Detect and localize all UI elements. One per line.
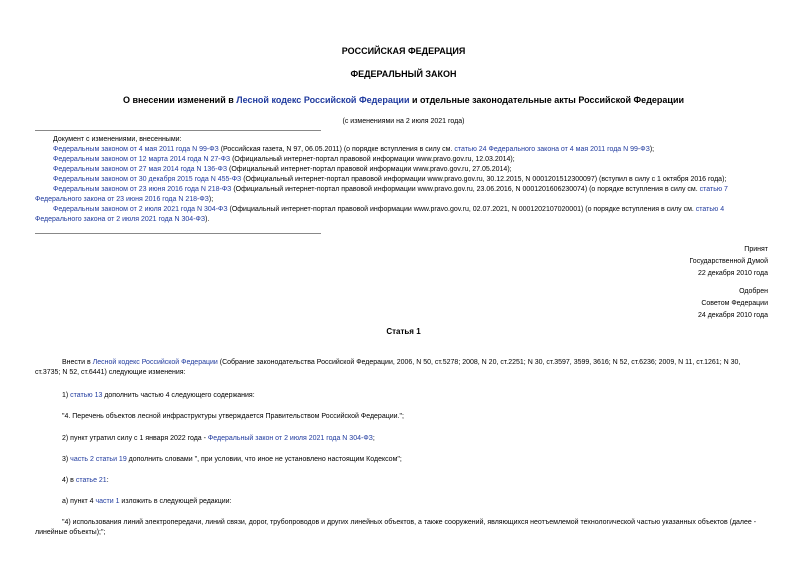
divider-top [35,130,321,131]
change-law-link[interactable]: Федерального закона от 23 июня 2016 года N 218-ФЗ [35,196,209,203]
article-point [62,434,375,444]
point-post: : [106,477,109,484]
forest-code-link[interactable]: Лесной кодекс Российской Федерации [92,359,218,366]
point-post: изложить в следующей редакции: [119,498,232,505]
article-quote-line2: линейные объекты);"; [35,529,106,536]
title-code-link[interactable]: Лесной кодекс Российской Федерации [236,95,410,105]
point-pre: 2) пункт утратил силу с 1 января 2022 года - [62,435,208,442]
title-pre: О внесении изменений в [122,95,237,105]
change-law-link[interactable]: Федерального закона от 2 июля 2021 года N 304-ФЗ [35,216,206,223]
article-title: Статья 1 [386,327,421,336]
title-post: и отдельные законодательные акты Российской Федерации [409,95,685,105]
article-quote: "4) использования линий электропередачи, линий связи, дорог, трубопроводов и других линейных объектов, а также сооружений, являющихся неотъемлемой технологической частью указанных объектов (далее - [62,519,757,526]
point-post: дополнить словами ", при условии, что иное не установлено настоящим Кодексом"; [126,456,402,463]
divider-bottom [35,233,321,234]
intro-post: (Собрание законодательства Российской Федерации, 2006, N 50, ст.5278; 2008, N 20, ст.2251; N 30, ст.3597, 3599, 3616; N 52, ст.6236; 2009, N 11, ст.1261; N 30, [217,359,741,366]
change-item [53,165,512,175]
change-item [53,155,515,165]
change-text: (Официальный интернет-портал правовой информации www.pravo.gov.ru, 02.07.2021, N 0001202107020001) (о порядке вступления в силу см. [227,206,696,213]
change-item [53,145,654,155]
change-item [53,205,724,215]
adoption-line: Принят [744,246,768,253]
revision-note: (с изменениями на 2 июля 2021 года) [342,118,465,125]
article-point [62,455,402,465]
change-law-link[interactable]: Федеральным законом от 23 июня 2016 года N 218-ФЗ [53,186,232,193]
council-approval [698,286,768,322]
change-text: (Официальный интернет-портал правовой информации www.pravo.gov.ru, 12.03.2014); [230,156,515,163]
article-subpoint [62,497,232,507]
point-pre: 4) в [62,477,76,484]
change-text: (Российская газета, N 97, 06.05.2011) (о порядке вступления в силу см. [218,146,455,153]
change-law-link[interactable]: Федеральным законом от 27 мая 2014 года N 136-ФЗ [53,166,228,173]
point-pre: 1) [62,392,71,399]
duma-adoption [689,244,768,280]
change-law-link[interactable]: Федеральным законом от 4 мая 2011 года N 99-ФЗ [53,146,219,153]
part-1-link[interactable]: части 1 [95,498,120,505]
change-law-link[interactable]: Федеральным законом от 2 июля 2021 года N 304-ФЗ [53,206,228,213]
change-item-continued [35,215,209,225]
adoption-line: Одобрен [739,288,768,295]
change-article-link[interactable]: статью 4 [695,206,725,213]
article-21-link[interactable]: статье 21 [75,477,107,484]
change-law-link[interactable]: Федеральным законом от 30 декабря 2015 года N 455-ФЗ [53,176,242,183]
change-text: (Официальный интернет-портал правовой информации www.pravo.gov.ru, 27.05.2014); [227,166,512,173]
adoption-line: 22 декабря 2010 года [697,270,768,277]
point-post: дополнить частью 4 следующего содержания: [102,392,255,399]
adoption-line: 24 декабря 2010 года [697,312,768,319]
change-article-link[interactable]: статью 7 [699,186,728,193]
country-heading: РОССИЙСКАЯ ФЕДЕРАЦИЯ [341,46,466,56]
change-item [53,185,728,195]
change-item [53,175,726,185]
doc-type-heading: ФЕДЕРАЛЬНЫЙ ЗАКОН [350,69,457,79]
intro-pre: Внести в [62,359,93,366]
changes-intro: Документ с изменениями, внесенными: [53,136,182,143]
point-post: ; [372,435,375,442]
change-tail: ); [649,146,655,153]
article-quote: "4. Перечень объектов лесной инфраструктуры утверждается Правительством Российской Федерации."; [62,413,404,420]
point-pre: 3) [62,456,71,463]
article-13-link[interactable]: статью 13 [70,392,103,399]
change-article-link[interactable]: статью 24 Федерального закона от 4 мая 2011 года N 99-ФЗ [454,146,650,153]
article-point [62,391,255,401]
article-19-link[interactable]: часть 2 статьи 19 [70,456,127,463]
law-304-link[interactable]: Федеральный закон от 2 июля 2021 года N 304-ФЗ [207,435,373,442]
change-text: (Официальный интернет-портал правовой информации www.pravo.gov.ru, 30.12.2015, N 0001201512300097) (вступил в силу с 1 октября 2016 года); [241,176,727,183]
change-tail: ); [208,196,214,203]
document-title [0,95,807,105]
article-intro [62,358,740,368]
adoption-line: Советом Федерации [701,300,768,307]
change-text: (Официальный интернет-портал правовой информации www.pravo.gov.ru, 23.06.2016, N 0001201606230074) (о порядке вступления в силу см. [231,186,700,193]
change-tail: ). [205,216,210,223]
change-item-continued [35,195,213,205]
change-law-link[interactable]: Федеральным законом от 12 марта 2014 года N 27-ФЗ [53,156,231,163]
point-pre: а) пункт 4 [62,498,96,505]
adoption-line: Государственной Думой [689,258,768,265]
article-intro-line2: ст.3735; N 52, ст.6441) следующие изменения: [35,369,186,376]
article-point [62,476,109,486]
